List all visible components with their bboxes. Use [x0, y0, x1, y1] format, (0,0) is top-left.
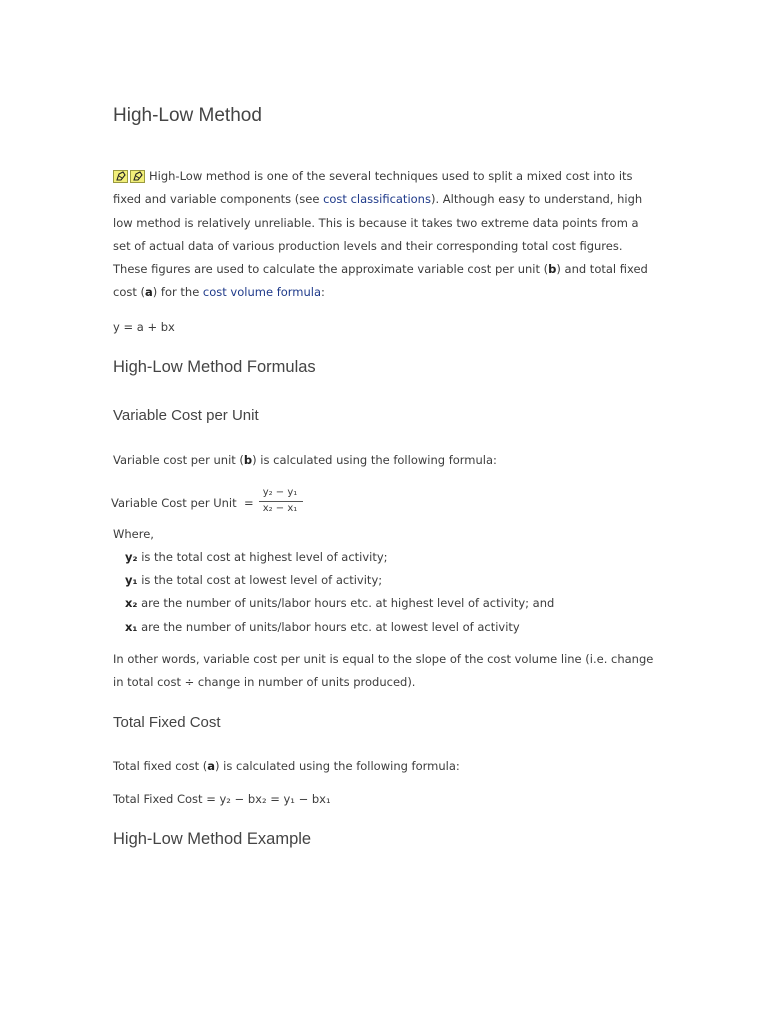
page-title: High-Low Method [113, 105, 262, 126]
intro-text: : [321, 285, 325, 300]
intro-paragraph [113, 165, 658, 305]
intro-text: High-Low method is one of the several techniques used to split a mixed cost into its fixed and variable components (see [113, 169, 633, 207]
formula-equals: = [244, 496, 254, 510]
where-label: Where, [113, 527, 154, 541]
var-b: b [548, 262, 557, 277]
edit-icon[interactable] [130, 170, 145, 183]
fixed-cost-intro: Total fixed cost (a) is calculated using the following formula: [113, 759, 460, 773]
variable-cost-intro: Variable cost per unit (b) is calculated using the following formula: [113, 453, 497, 467]
edit-icon[interactable] [113, 170, 128, 183]
numerator: y₂ − y₁ [262, 487, 298, 498]
formulas-heading: High-Low Method Formulas [113, 358, 316, 376]
where-item: y₁ is the total cost at lowest level of activity; [125, 573, 383, 587]
intro-text: ) for the [152, 285, 203, 300]
intro-text: ) and total fixed cost ( [113, 262, 648, 300]
where-item: y₂ is the total cost at highest level of activity; [125, 550, 388, 564]
fraction-bar [259, 501, 303, 502]
where-item: x₂ are the number of units/labor hours etc. at highest level of activity; and [125, 596, 555, 610]
example-heading: High-Low Method Example [113, 830, 312, 848]
icon-group [113, 170, 147, 183]
denominator: x₂ − x₁ [262, 503, 298, 514]
variable-cost-heading: Variable Cost per Unit [113, 407, 259, 424]
intro-text: ). Although easy to understand, high low method is relatively unreliable. This is because it takes two extreme data points from a set of actual data of various production levels and their corresponding total cost figures. These figures are used to calculate the approximate variable cost per unit ( [113, 192, 643, 277]
cost-volume-formula-link[interactable]: cost volume formula [202, 285, 322, 300]
fixed-cost-heading: Total Fixed Cost [113, 714, 221, 731]
variable-cost-summary: In other words, variable cost per unit is equal to the slope of the cost volume line (i.e. change in total cost ÷ change in number of units produced). [113, 652, 654, 690]
cost-classifications-link[interactable]: cost classifications [323, 192, 431, 207]
fixed-cost-formula: Total Fixed Cost = y₂ − bx₂ = y₁ − bx₁ [113, 792, 331, 806]
var-a: a [145, 285, 153, 300]
main-formula: y = a + bx [113, 320, 175, 334]
where-item: x₁ are the number of units/labor hours etc. at lowest level of activity [125, 620, 520, 634]
formula-label: Variable Cost per Unit [111, 496, 237, 510]
